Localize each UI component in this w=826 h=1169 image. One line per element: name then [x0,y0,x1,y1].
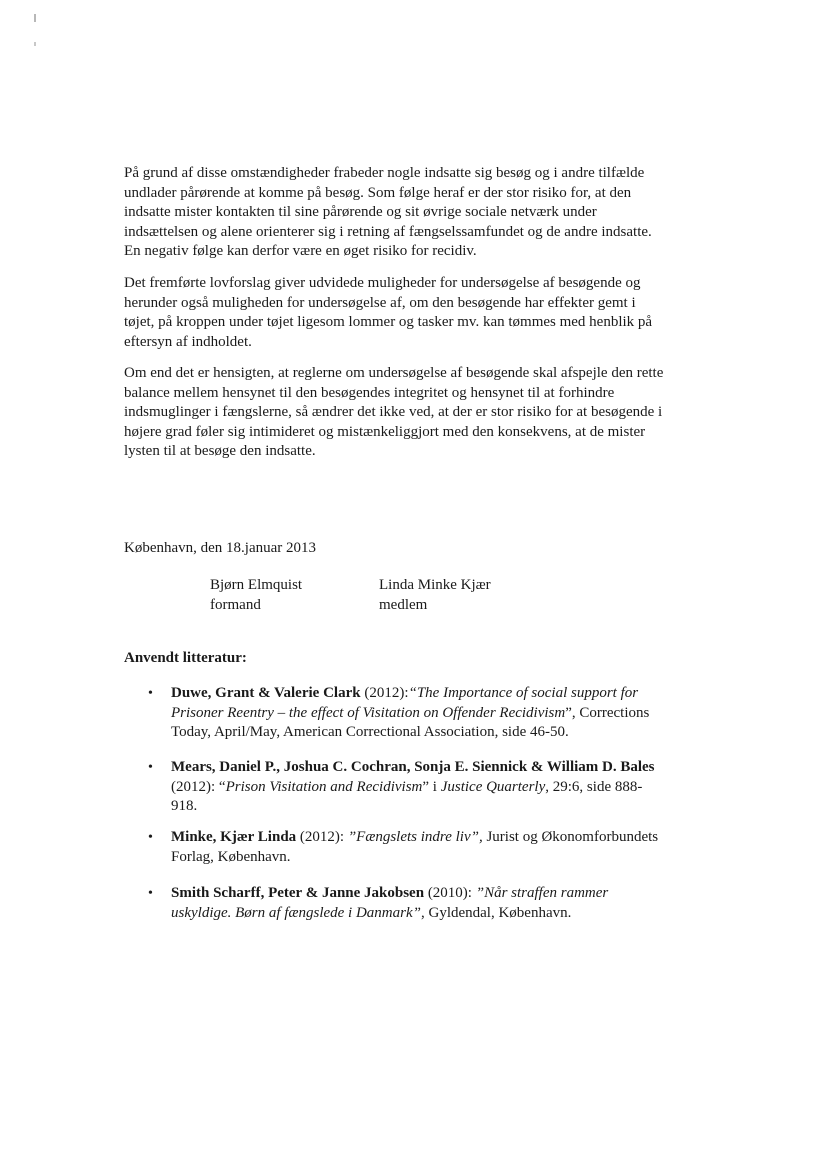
ref-authors: Duwe, Grant & Valerie Clark [171,685,361,701]
ref-publisher: Forlag, København. [171,848,291,865]
signer-role: medlem [379,596,428,613]
ref-pages: 918. [171,798,198,815]
ref-connector: ” i [422,778,441,795]
bullet-icon: • [148,830,153,845]
bullet-icon: • [148,686,153,701]
ref-year: (2012): [360,685,409,701]
ref-authors: Mears, Daniel P., Joshua C. Cochran, Sonja E. Siennick & William D. Bales [171,759,655,775]
ref-title: uskyldige. Børn af fængslede i Danmark” [171,904,421,921]
scan-artifact [34,42,36,46]
ref-publisher: ”, Corrections [565,704,650,721]
ref-pages: , 29:6, side 888- [545,778,643,795]
ref-year: (2010): [424,885,476,901]
ref-title: Prison Visitation and Recidivism [225,778,423,795]
scan-artifact [34,14,36,22]
text-line: balance mellem hensynet til den besøgendes integritet og hensynet til at forhindre [124,384,615,401]
paragraph-3 [124,364,704,462]
paragraph-1 [124,164,704,262]
ref-title: ”Fængslets indre liv”, [347,829,483,845]
text-line: Det fremførte lovforslag giver udvidede muligheder for undersøgelse af besøgende og [124,275,641,291]
ref-publisher: , Gyldendal, København. [420,904,572,921]
ref-year: (2012): [296,829,348,845]
text-line: højere grad føler sig intimideret og mistænkeliggjort med den konsekvens, at de mister [124,423,646,440]
ref-title: ”Når straffen rammer [475,885,609,901]
text-line: undlader pårørende at komme på besøg. Som følge heraf er der stor risiko for, at den [124,184,632,201]
signer-2 [379,576,491,615]
ref-journal: Justice Quarterly [440,778,546,795]
signer-1 [210,576,302,615]
bullet-icon: • [148,760,153,775]
literature-heading: Anvendt litteratur: [124,650,247,666]
text-line: indsættelsen og alene orienterer sig i retning af fængselssamfundet og de andre indsatte. [124,223,652,240]
text-line: lysten til at besøge den indsatte. [124,443,316,460]
text-line: Om end det er hensigten, at reglerne om undersøgelse af besøgende skal afspejle den rette [124,365,664,381]
ref-title: “The Importance of social support for [408,685,639,701]
text-line: herunder også muligheden for undersøgelse af, om den besøgende har effekter gemt i [124,294,636,311]
signer-name: Bjørn Elmquist [210,577,303,593]
signer-role: formand [210,596,261,613]
signer-name: Linda Minke Kjær [379,577,491,593]
text-line: eftersyn af indholdet. [124,333,252,350]
text-line: En negativ følge kan derfor være en øget risiko for recidiv. [124,243,477,260]
text-line: tøjet, på kroppen under tøjet ligesom lommer og tasker mv. kan tømmes med henblik på [124,314,653,331]
paragraph-2 [124,274,704,352]
ref-publisher: Today, April/May, American Correctional Association, side 46-50. [171,724,569,741]
ref-title: Prisoner Reentry – the effect of Visitation on Offender Recidivism [171,704,566,721]
text-line: indsmuglinger i fængslerne, så ændrer det ikke ved, at der er stor risiko for at besøgende i [124,404,663,421]
text-line: indsatte mister kontakten til sine pårørende og sit øvrige sociale netværk under [124,204,597,221]
ref-authors: Minke, Kjær Linda [171,829,297,845]
place-and-date: København, den 18.januar 2013 [124,540,317,556]
ref-publisher: Jurist og Økonomforbundets [482,829,659,845]
text-line: På grund af disse omstændigheder frabeder nogle indsatte sig besøg og i andre tilfælde [124,165,645,181]
ref-year: (2012): “ [171,778,226,795]
bullet-icon: • [148,886,153,901]
ref-authors: Smith Scharff, Peter & Janne Jakobsen [171,885,425,901]
